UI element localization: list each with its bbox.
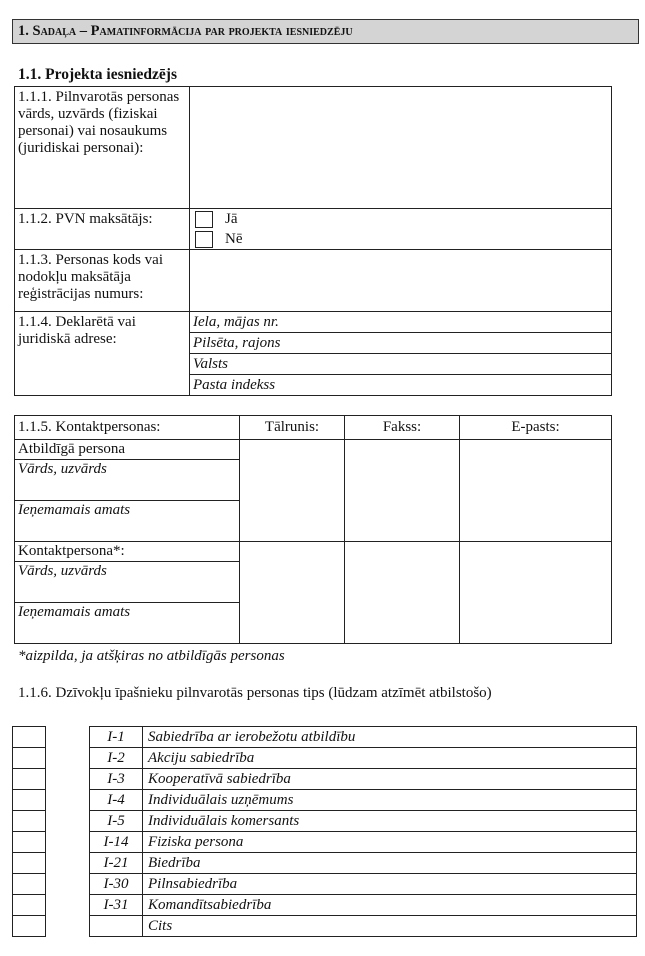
owner-type-code: I-21 (90, 853, 143, 874)
owner-type-checkbox[interactable] (13, 790, 46, 811)
owner-type-label: Individuālais komersants (143, 811, 637, 832)
owner-type-label: Fiziska persona (143, 832, 637, 853)
owner-type-code: I-14 (90, 832, 143, 853)
contact-position[interactable]: Ieņemamais amats (15, 603, 240, 644)
id-code-label: 1.1.3. Personas kods vai nodokļu maksātāja reģistrācijas numurs: (15, 250, 190, 312)
owner-type-checkbox-column (12, 726, 46, 937)
owner-type-checkbox[interactable] (13, 769, 46, 790)
responsible-name[interactable]: Vārds, uzvārds (15, 460, 240, 501)
owner-type-label: Individuālais uzņēmums (143, 790, 637, 811)
address-country[interactable]: Valsts (190, 354, 612, 375)
owner-type-code: I-3 (90, 769, 143, 790)
contacts-col-phone: Tālrunis: (240, 416, 345, 440)
vat-label: 1.1.2. PVN maksātājs: (15, 209, 190, 250)
section-dash: – (79, 23, 87, 39)
contact-email-cell[interactable] (460, 542, 612, 644)
owner-type-row (90, 748, 637, 769)
responsible-position[interactable]: Ieņemamais amats (15, 501, 240, 542)
address-postcode[interactable]: Pasta indekss (190, 375, 612, 396)
address-city[interactable]: Pilsēta, rajons (190, 333, 612, 354)
contacts-col-email: E-pasts: (460, 416, 612, 440)
address-label: 1.1.4. Deklarētā vai juridiskā adrese: (15, 312, 190, 396)
owner-type-code: I-4 (90, 790, 143, 811)
responsible-phone-cell[interactable] (240, 440, 345, 542)
owner-type-row (90, 790, 637, 811)
owner-type-checkbox[interactable] (13, 832, 46, 853)
vat-yes-option[interactable] (190, 209, 611, 229)
applicant-heading: 1.1. Projekta iesniedzējs (18, 66, 177, 83)
vat-no-checkbox[interactable] (195, 231, 213, 248)
name-input-cell[interactable] (190, 87, 612, 209)
section-title-part1: Sadaļa (32, 23, 77, 39)
owner-type-table (89, 726, 637, 937)
owner-type-checkbox[interactable] (13, 811, 46, 832)
contacts-col-label: 1.1.5. Kontaktpersonas: (15, 416, 240, 440)
owner-type-row (90, 853, 637, 874)
contact-name[interactable]: Vārds, uzvārds (15, 562, 240, 603)
name-label: 1.1.1. Pilnvarotās personas vārds, uzvārds (fiziskai personai) vai nosaukums (juridiskai personai): (15, 87, 190, 209)
vat-no-option[interactable] (190, 229, 611, 249)
contact-person-label: Kontaktpersona*: (15, 542, 240, 562)
owner-type-label: Pilnsabiedrība (143, 874, 637, 895)
contacts-footnote: *aizpilda, ja atšķiras no atbildīgās personas (18, 648, 285, 664)
contact-phone-cell[interactable] (240, 542, 345, 644)
contact-fax-cell[interactable] (345, 542, 460, 644)
owner-type-question: 1.1.6. Dzīvokļu īpašnieku pilnvarotās personas tips (lūdzam atzīmēt atbilstošo) (18, 685, 492, 701)
section-header (12, 19, 639, 44)
vat-no-label: Nē (225, 231, 243, 247)
vat-yes-checkbox[interactable] (195, 211, 213, 228)
vat-yes-label: Jā (225, 211, 238, 227)
owner-type-code (90, 916, 143, 937)
responsible-email-cell[interactable] (460, 440, 612, 542)
applicant-table (14, 86, 612, 396)
id-code-input-cell[interactable] (190, 250, 612, 312)
owner-type-checkbox[interactable] (13, 727, 46, 748)
owner-type-row (90, 874, 637, 895)
owner-type-label: Komandītsabiedrība (143, 895, 637, 916)
owner-type-label: Biedrība (143, 853, 637, 874)
section-number: 1. (18, 23, 29, 39)
owner-type-row (90, 769, 637, 790)
owner-type-row (90, 811, 637, 832)
owner-type-checkbox[interactable] (13, 874, 46, 895)
responsible-person-label: Atbildīgā persona (15, 440, 240, 460)
owner-type-code: I-1 (90, 727, 143, 748)
owner-type-row (90, 916, 637, 937)
owner-type-code: I-2 (90, 748, 143, 769)
owner-type-label: Sabiedrība ar ierobežotu atbildību (143, 727, 637, 748)
owner-type-code: I-31 (90, 895, 143, 916)
owner-type-code: I-30 (90, 874, 143, 895)
section-title-part2: Pamatinformācija par projekta iesniedzēju (90, 23, 353, 39)
owner-type-label: Kooperatīvā sabiedrība (143, 769, 637, 790)
responsible-fax-cell[interactable] (345, 440, 460, 542)
owner-type-checkbox[interactable] (13, 748, 46, 769)
owner-type-row (90, 832, 637, 853)
owner-type-row (90, 895, 637, 916)
owner-type-label: Cits (143, 916, 637, 937)
contacts-col-fax: Fakss: (345, 416, 460, 440)
address-street[interactable]: Iela, mājas nr. (190, 312, 612, 333)
owner-type-label: Akciju sabiedrība (143, 748, 637, 769)
contacts-table (14, 415, 612, 644)
owner-type-checkbox[interactable] (13, 916, 46, 937)
owner-type-checkbox[interactable] (13, 895, 46, 916)
owner-type-code: I-5 (90, 811, 143, 832)
owner-type-checkbox[interactable] (13, 853, 46, 874)
owner-type-row (90, 727, 637, 748)
